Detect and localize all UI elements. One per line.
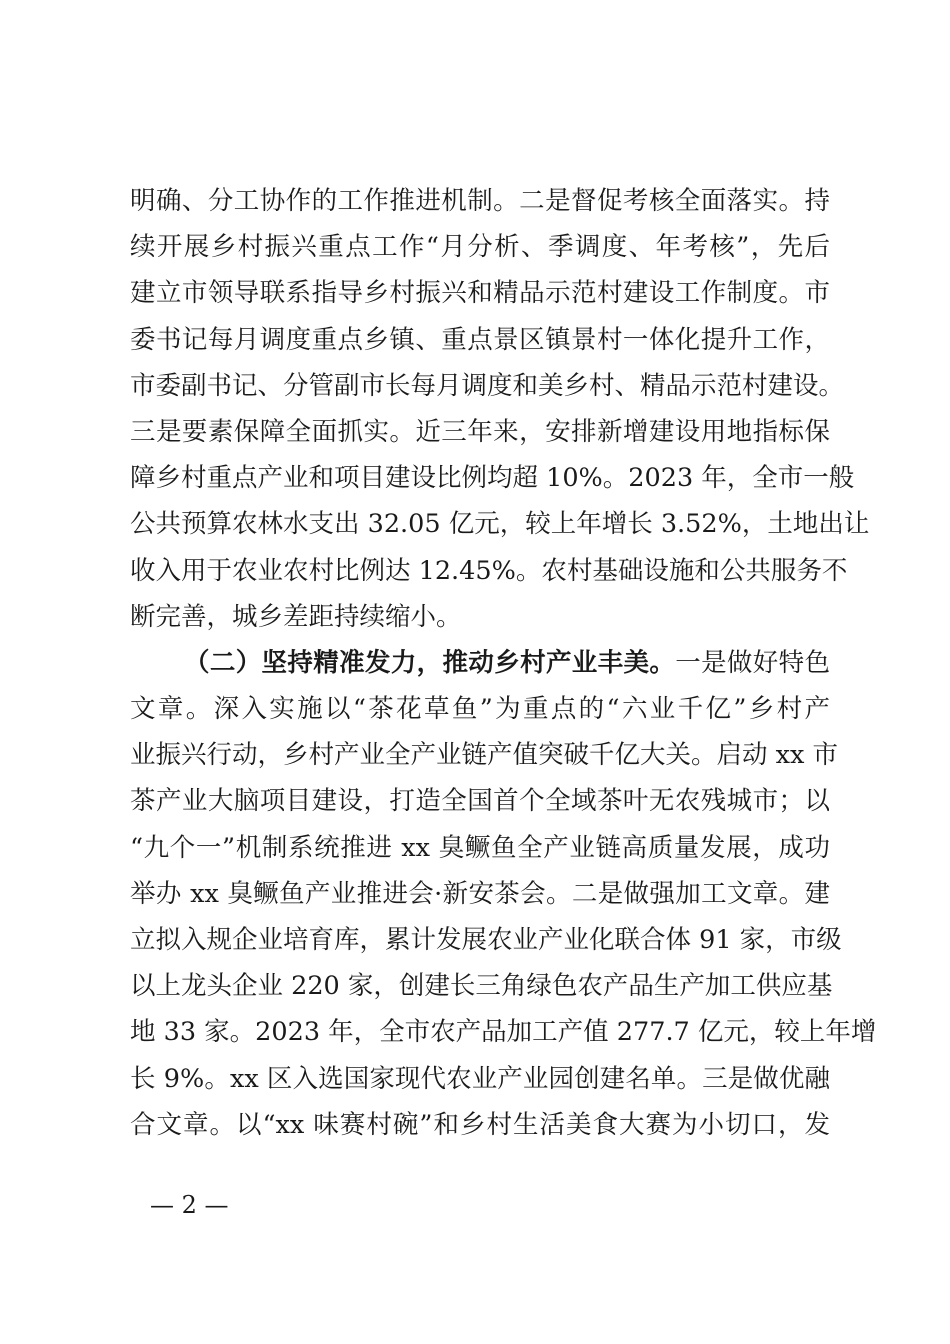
paragraph-line: 明确、分工协作的工作推进机制。二是督促考核全面落实。持 xyxy=(130,186,830,216)
paragraph-line: 断完善，城乡差距持续缩小。 xyxy=(130,601,462,632)
paragraph-line: 地 33 家。2023 年，全市农产品加工产值 277.7 亿元，较上年增 xyxy=(130,1017,877,1048)
paragraph-line: 委书记每月调度重点乡镇、重点景区镇景村一体化提升工作， xyxy=(130,324,830,355)
paragraph-line: 建立市领导联系指导乡村振兴和精品示范村建设工作制度。市 xyxy=(130,278,830,309)
paragraph-line: “九个一”机制系统推进 xx 臭鳜鱼全产业链高质量发展，成功 xyxy=(130,832,830,863)
paragraph-line: 长 9%。xx 区入选国家现代农业产业园创建名单。三是做优融 xyxy=(130,1063,830,1094)
paragraph-line: 合文章。以“xx 味赛村碗”和乡村生活美食大赛为小切口，发 xyxy=(130,1109,830,1140)
paragraph-line: 收入用于农业农村比例达 12.45%。农村基础设施和公共服务不 xyxy=(130,555,848,586)
paragraph-line: 业振兴行动，乡村产业全产业链产值突破千亿大关。启动 xx 市 xyxy=(130,740,838,771)
paragraph-line: 文章。深入实施以“茶花草鱼”为重点的“六业千亿”乡村产 xyxy=(130,694,830,725)
page-number: — 2 — xyxy=(150,1191,229,1219)
section-heading-continuation: 一是做好特色 xyxy=(675,647,830,678)
paragraph-line: 举办 xx 臭鳜鱼产业推进会·新安茶会。二是做强加工文章。建 xyxy=(130,878,830,909)
section-heading-line xyxy=(130,640,830,686)
paragraph-line: 续开展乡村振兴重点工作“月分析、季调度、年考核”，先后 xyxy=(130,232,830,263)
paragraph-line: 以上龙头企业 220 家，创建长三角绿色农产品生产加工供应基 xyxy=(130,971,833,1002)
paragraph-line: 公共预算农林水支出 32.05 亿元，较上年增长 3.52%，土地出让 xyxy=(130,509,870,540)
paragraph-line: 障乡村重点产业和项目建设比例均超 10%。2023 年，全市一般 xyxy=(130,463,855,494)
paragraph-line: 三是要素保障全面抓实。近三年来，安排新增建设用地指标保 xyxy=(130,416,830,447)
body-text xyxy=(130,178,877,1148)
section-heading: （二）坚持精准发力，推动乡村产业丰美。 xyxy=(184,647,676,678)
paragraph-line: 市委副书记、分管副市长每月调度和美乡村、精品示范村建设。 xyxy=(130,370,845,401)
paragraph-line: 茶产业大脑项目建设，打造全国首个全域茶叶无农残城市；以 xyxy=(130,786,830,817)
paragraph-line: 立拟入规企业培育库，累计发展农业产业化联合体 91 家，市级 xyxy=(130,925,842,955)
